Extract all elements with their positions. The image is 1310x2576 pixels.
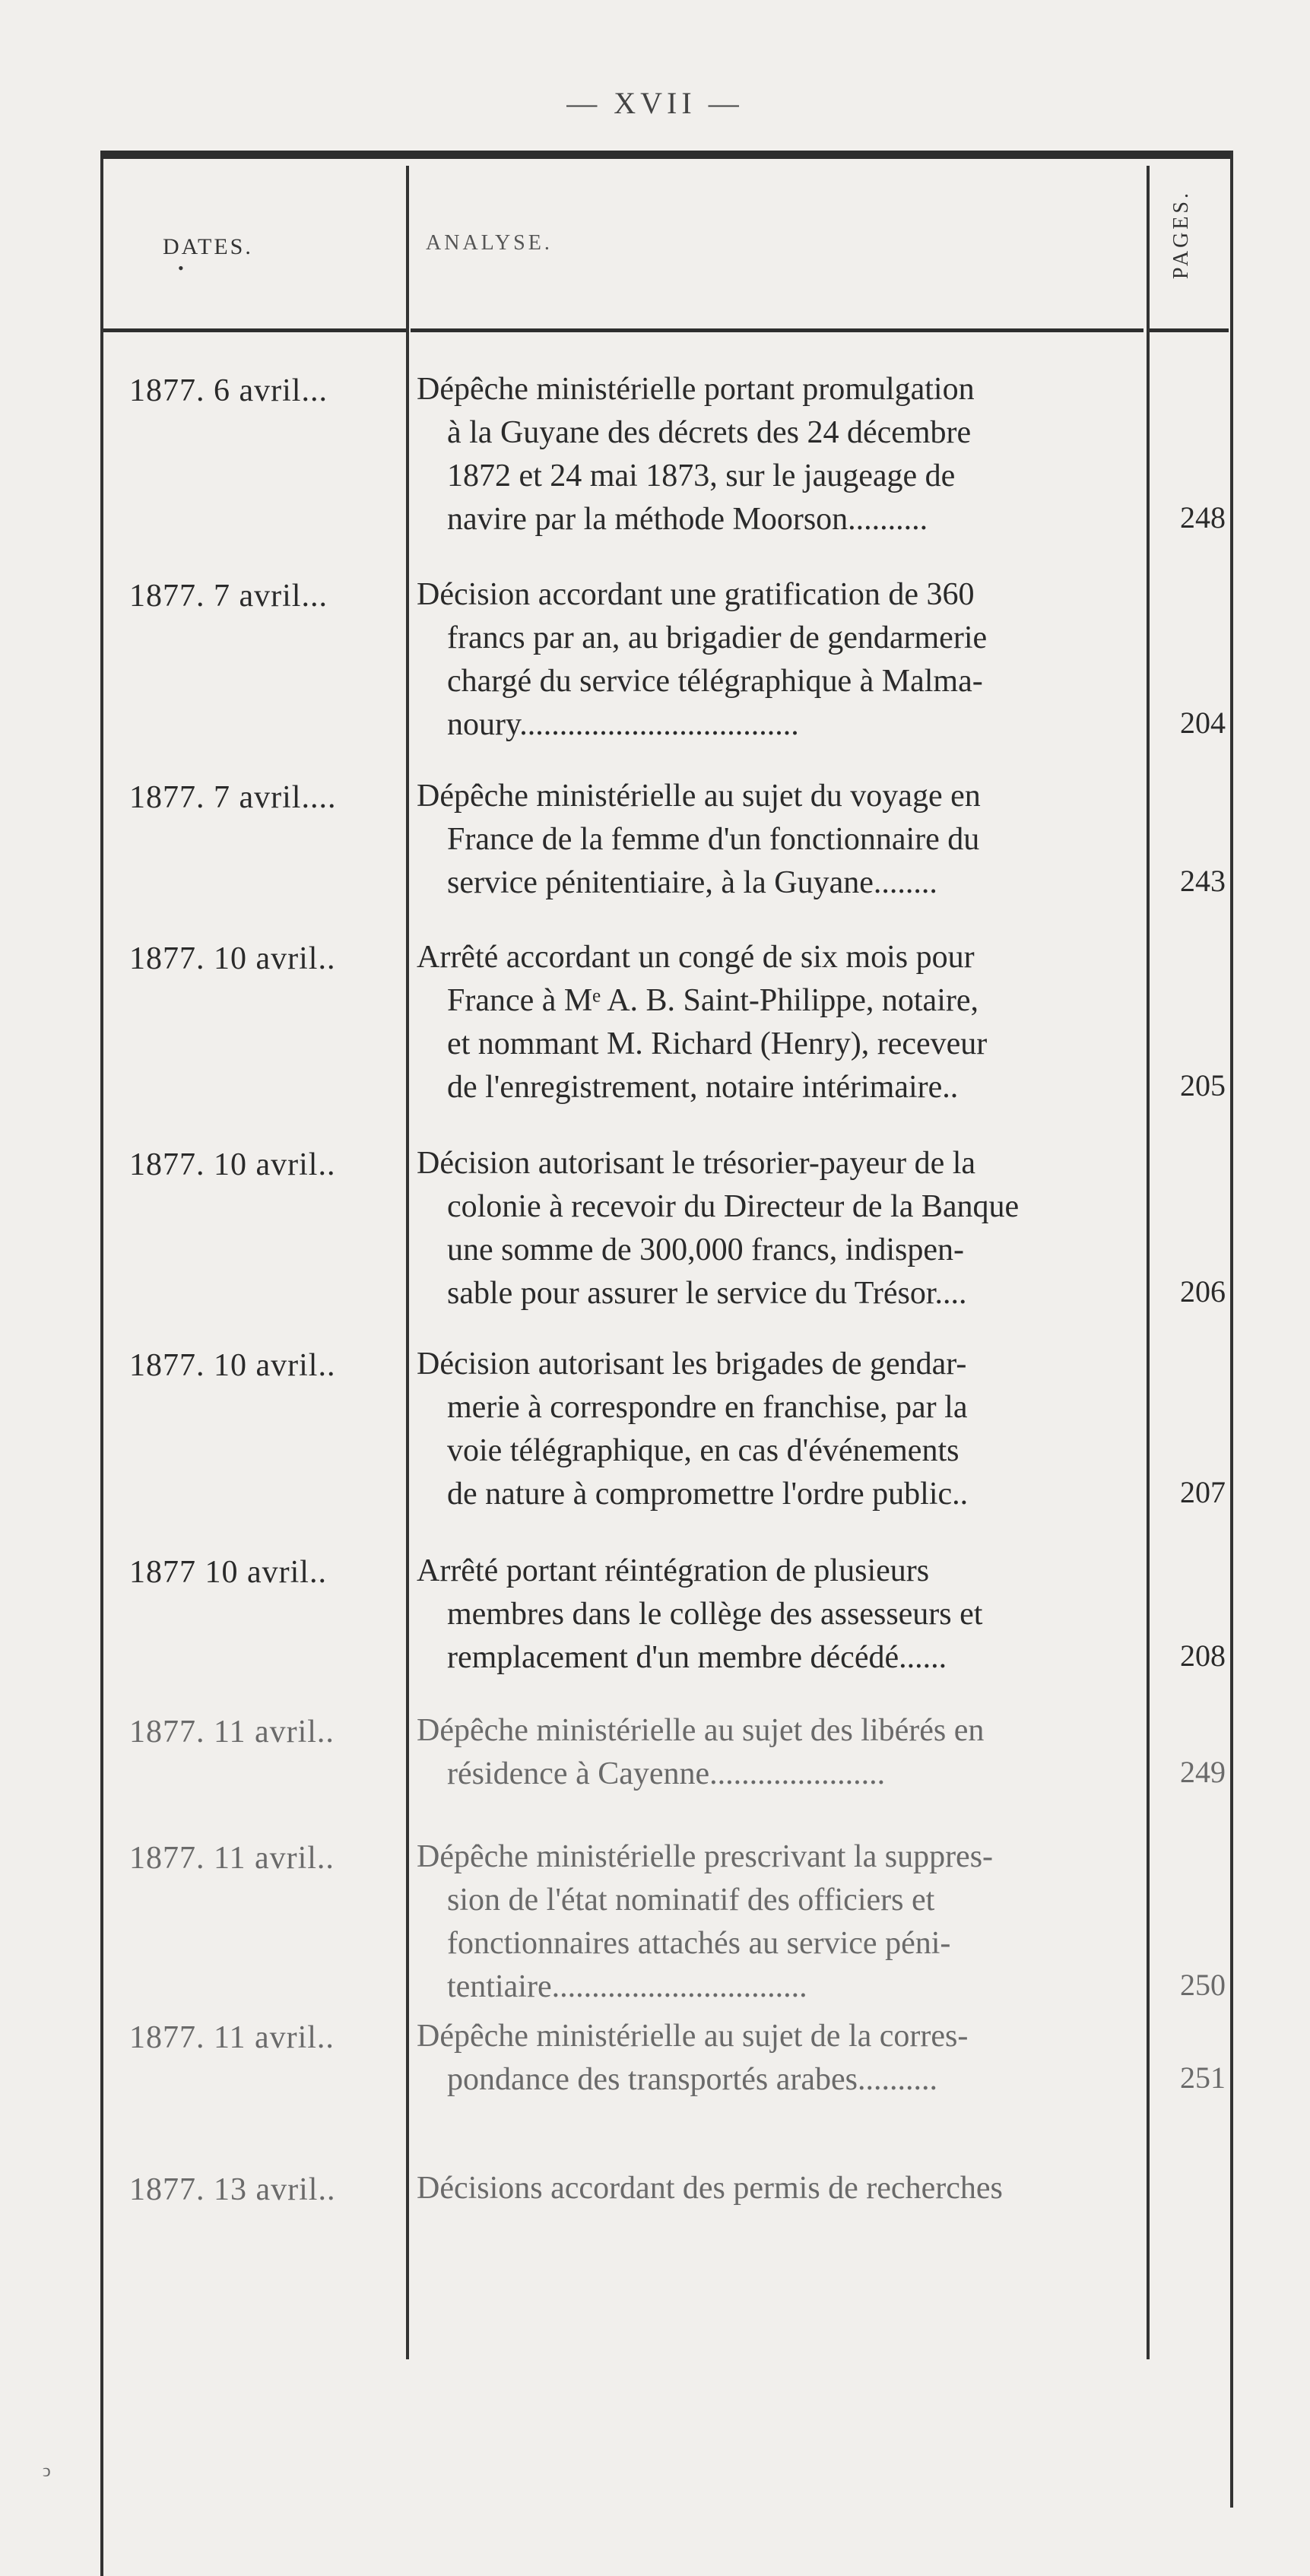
- column-header-analyse: ANALYSE.: [426, 231, 553, 255]
- analysis-line: France de la femme d'un fonctionnaire du: [447, 822, 980, 857]
- analysis-line: Décisions accordant des permis de recherches: [417, 2171, 1003, 2206]
- column-header-dates: DATES.: [163, 234, 253, 259]
- analysis-line: Dépêche ministérielle au sujet des libérés en: [417, 1713, 985, 1748]
- entry-page-number: 248: [1180, 500, 1226, 535]
- entry-date: 1877. 6 avril...: [129, 373, 328, 408]
- analysis-line: de l'enregistrement, notaire intérimaire..: [447, 1070, 959, 1105]
- analysis-line: Dépêche ministérielle prescrivant la suppres-: [417, 1839, 994, 1874]
- analysis-line: Décision autorisant les brigades de gendar-: [417, 1347, 967, 1382]
- analysis-line: sion de l'état nominatif des officiers et: [447, 1883, 935, 1918]
- analysis-line: remplacement d'un membre décédé......: [447, 1640, 947, 1675]
- entry-date: 1877. 7 avril....: [129, 780, 337, 815]
- header-rule-dates: [103, 328, 406, 332]
- entry-analysis: [417, 573, 1143, 747]
- entry-page-number: 206: [1180, 1274, 1226, 1309]
- analysis-line: résidence à Cayenne......................: [447, 1756, 886, 1791]
- analysis-line: à la Guyane des décrets des 24 décembre: [447, 415, 972, 450]
- analysis-line: Décision accordant une gratification de 360: [417, 577, 975, 612]
- header-rule-pages: [1150, 328, 1229, 332]
- entry-analysis: [417, 1835, 1143, 2009]
- entry-page-number: 250: [1180, 1968, 1226, 2002]
- table-top-rule: [100, 151, 1233, 159]
- analysis-line: une somme de 300,000 francs, indispen-: [447, 1232, 965, 1267]
- entry-analysis: [417, 1142, 1143, 1315]
- entry-analysis: [417, 1550, 1143, 1680]
- analysis-line: merie à correspondre en franchise, par la: [447, 1390, 968, 1425]
- entry-page-number: 243: [1180, 864, 1226, 898]
- bullet-mark: •: [178, 259, 184, 278]
- analysis-line: et nommant M. Richard (Henry), receveur: [447, 1026, 988, 1061]
- entry-date: 1877. 11 avril..: [129, 2020, 335, 2055]
- entry-analysis: [417, 2015, 1143, 2102]
- analysis-line: Dépêche ministérielle portant promulgation: [417, 372, 975, 407]
- analysis-line: sable pour assurer le service du Trésor....: [447, 1276, 967, 1311]
- entry-date: 1877. 7 avril...: [129, 579, 328, 614]
- entry-page-number: 207: [1180, 1475, 1226, 1509]
- entry-analysis: [417, 2167, 1143, 2210]
- entry-date: 1877 10 avril..: [129, 1555, 327, 1590]
- entry-page-number: 204: [1180, 706, 1226, 740]
- analysis-line: 1872 et 24 mai 1873, sur le jaugeage de: [447, 458, 956, 493]
- analysis-line: service pénitentiaire, à la Guyane........: [447, 865, 937, 900]
- entry-analysis: [417, 775, 1143, 905]
- analysis-line: Décision autorisant le trésorier-payeur de la: [417, 1146, 976, 1181]
- analysis-line: francs par an, au brigadier de gendarmerie: [447, 620, 988, 655]
- entry-analysis: [417, 1709, 1143, 1796]
- analysis-line: navire par la méthode Moorson..........: [447, 502, 928, 537]
- column-divider-pages: [1147, 166, 1150, 2359]
- table-right-rule: [1230, 151, 1233, 2508]
- analysis-line: colonie à recevoir du Directeur de la Banque: [447, 1189, 1020, 1224]
- page-header: — XVII —: [566, 86, 744, 120]
- entry-page-number: 251: [1180, 2060, 1226, 2095]
- column-header-pages: PAGES.: [1169, 190, 1193, 280]
- entry-date: 1877. 10 avril..: [129, 941, 336, 976]
- analysis-line: pondance des transportés arabes..........: [447, 2062, 937, 2097]
- margin-mark: ↄ: [43, 2461, 51, 2481]
- entry-page-number: 249: [1180, 1755, 1226, 1789]
- entry-date: 1877. 13 avril..: [129, 2172, 336, 2207]
- analysis-line: noury...................................: [447, 707, 799, 742]
- analysis-line: Arrêté accordant un congé de six mois pour: [417, 940, 975, 975]
- analysis-line: de nature à compromettre l'ordre public..: [447, 1477, 969, 1512]
- header-rule-analyse: [411, 328, 1143, 332]
- analysis-line: chargé du service télégraphique à Malma-: [447, 664, 983, 699]
- analysis-line: membres dans le collège des assesseurs et: [447, 1597, 983, 1632]
- entry-date: 1877. 10 avril..: [129, 1348, 336, 1383]
- entry-date: 1877. 11 avril..: [129, 1715, 335, 1750]
- entry-analysis: [417, 936, 1143, 1109]
- entry-page-number: 205: [1180, 1068, 1226, 1102]
- entry-page-number: 208: [1180, 1639, 1226, 1673]
- entry-date: 1877. 10 avril..: [129, 1147, 336, 1182]
- entry-analysis: [417, 368, 1143, 541]
- analysis-line: voie télégraphique, en cas d'événements: [447, 1433, 960, 1468]
- analysis-line: Dépêche ministérielle au sujet de la corres-: [417, 2019, 969, 2054]
- entry-analysis: [417, 1343, 1143, 1516]
- analysis-line: tentiaire................................: [447, 1969, 807, 2004]
- entry-date: 1877. 11 avril..: [129, 1841, 335, 1876]
- analysis-line: Dépêche ministérielle au sujet du voyage en: [417, 779, 981, 814]
- analysis-line: Arrêté portant réintégration de plusieurs: [417, 1553, 930, 1588]
- analysis-line: France à Mᵉ A. B. Saint-Philippe, notaire,: [447, 983, 979, 1018]
- analysis-line: fonctionnaires attachés au service péni-: [447, 1926, 951, 1961]
